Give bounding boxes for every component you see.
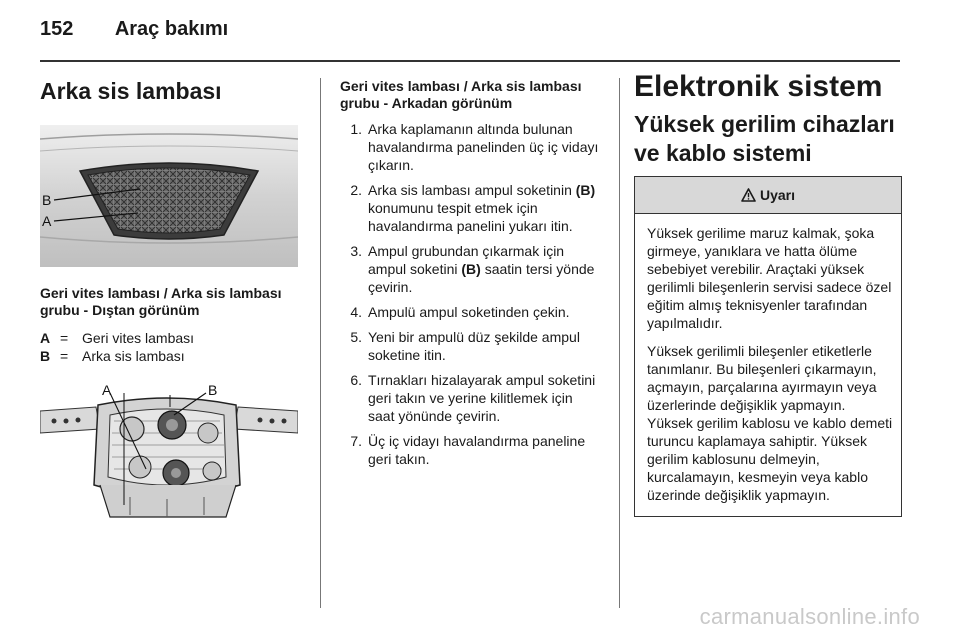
section-title-electronic: Elektronik sistem: [634, 70, 883, 103]
section-title-rear-fog: Arka sis lambası: [40, 78, 222, 104]
list-item: 4. Ampulü ampul soketinden çekin.: [350, 304, 570, 320]
column-divider-1: [320, 78, 321, 608]
page-header: [40, 18, 228, 41]
warning-body: [635, 214, 901, 516]
subsection-title-high-voltage: Yüksek gerilim cihazları ve kablo sistemi: [634, 111, 895, 166]
list-item: 1. Arka kaplamanın altında bulunan havalandırma panelinden üç iç vidayı çıkarın.: [350, 121, 599, 173]
list-item: 3. Ampul grubundan çıkarmak için ampul soketini (B) saatin tersi yönde çevirin.: [350, 243, 595, 295]
list-item: 6. Tırnakları hizalayarak ampul soketini geri takın ve yerine kilitlemek için saat yönünde çevirin.: [350, 372, 596, 424]
list-item: 7. Üç iç vidayı havalandırma paneline geri takın.: [350, 433, 586, 467]
legend-row: A = Geri vites lambası: [40, 330, 195, 346]
figure2-label-a: A: [102, 385, 112, 398]
warning-paragraph: Yüksek gerilime maruz kalmak, şoka girmeye, yanıklara ve hatta ölüme sebebiyet verebilir. Araçtaki yüksek gerilimli bileşenlerin servisi sadece özel eğitim almış teknisyenler tarafından yapılmalıdır.: [647, 225, 892, 331]
list-item: 2. Arka sis lambası ampul soketinin (B) konumunu tespit etmek için havalandırma panelini yukarı itin.: [350, 182, 596, 234]
column-1: [40, 78, 300, 531]
figure1-label-a: A: [42, 213, 52, 229]
legend-row: B = Arka sis lambası: [40, 348, 185, 364]
header-rule: [40, 60, 900, 62]
chapter-title: Araç bakımı: [114, 18, 229, 40]
figure2-caption: Geri vites lambası / Arka sis lambası grubu - Arkadan görünüm: [340, 78, 582, 111]
figure1-caption: Geri vites lambası / Arka sis lambası grubu - Dıştan görünüm: [40, 285, 282, 318]
warning-paragraph: Yüksek gerilimli bileşenler etiketlerle tanımlanır. Bu bileşenleri çıkarmayın, açmayın, parçalarına ayırmayın veya üzerlerinde değişiklik yapmayın. Yüksek gerilim kablosu ve kablo demeti turuncu kaplamaya sahiptir. Yüksek gerilim kablosunu delmeyin, kurcalamayın, kesmeyin veya kablo üzerinde değişiklik yapmayın.: [647, 343, 893, 503]
list-item: 5. Yeni bir ampulü düz şekilde ampul soketine itin.: [350, 329, 580, 363]
warning-triangle-icon: [741, 188, 756, 202]
warning-box: [634, 176, 902, 517]
column-3: [634, 70, 902, 517]
warning-header: [635, 177, 901, 214]
figure-exterior-view: [40, 125, 298, 267]
figure2-label-b: B: [208, 385, 218, 398]
steps-list: [340, 120, 602, 468]
column-2: [340, 78, 602, 475]
figure1-legend: [40, 329, 300, 365]
figure-rear-view: [40, 385, 298, 531]
column-divider-2: [619, 78, 620, 608]
watermark: carmanualsonline.info: [699, 604, 920, 629]
warning-label: Uyarı: [759, 187, 796, 203]
figure1-label-b: B: [42, 192, 52, 208]
page-number: 152: [40, 18, 74, 40]
